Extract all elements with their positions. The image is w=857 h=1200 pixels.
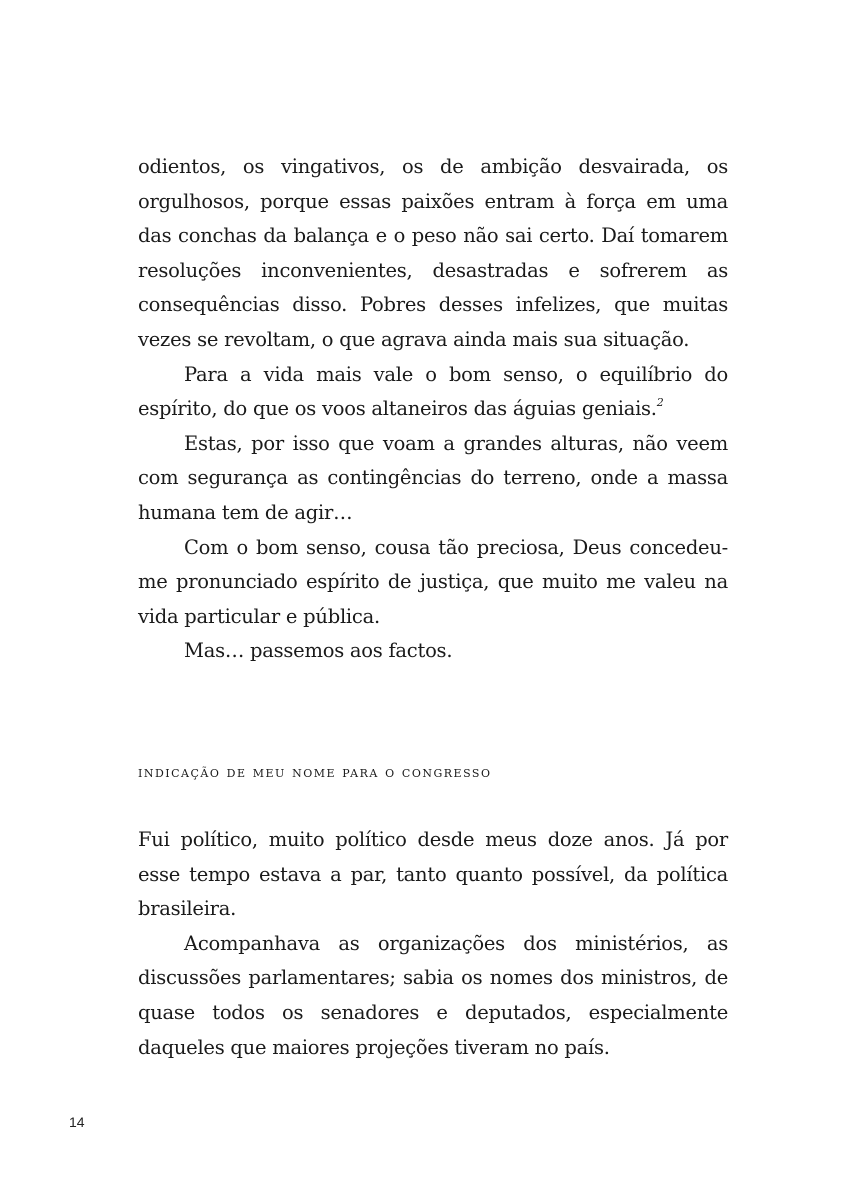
paragraph-facts: Mas… passemos aos factos. (184, 639, 453, 663)
page-number: 14 (69, 1114, 85, 1130)
paragraph-good-sense-text: Para a vida mais vale o bom senso, o equilíbrio do espírito, do que os voos altaneiros das águias geniais. (138, 362, 728, 421)
paragraph-justice: Com o bom senso, cousa tão preciosa, Deus concedeu-me pronunciado espírito de justiça, que muito me valeu na vida particular e pública. (138, 535, 728, 628)
paragraph-continuation: odientos, os vingativos, os de ambição desvairada, os orgulhosos, porque essas paixões entram à força em uma das conchas da balança e o peso não sai certo. Daí tomarem resoluções inconvenientes, desastradas e sofrerem as consequências disso. Pobres desses infelizes, que muitas vezes se revoltam, o que agrava ainda mais sua situação. (138, 155, 728, 351)
section-heading: indicação de meu nome para o congresso (138, 763, 492, 781)
paragraph-good-sense (138, 358, 728, 427)
paragraph-politician: Fui político, muito político desde meus doze anos. Já por esse tempo estava a par, tanto quanto possível, da política brasileira. (138, 828, 728, 921)
paragraph-eagles: Estas, por isso que voam a grandes alturas, não veem com segurança as contingências do terreno, onde a massa humana tem de agir… (138, 431, 728, 524)
body-text-after-heading (138, 823, 728, 1065)
footnote-marker: 2 (656, 396, 664, 410)
paragraph-ministries: Acompanhava as organizações dos ministérios, as discussões parlamentares; sabia os nomes dos ministros, de quase todos os senadores e deputados, especialmente daqueles que maiores projeções tiveram no país. (138, 931, 728, 1059)
body-text-before-heading (138, 150, 728, 669)
